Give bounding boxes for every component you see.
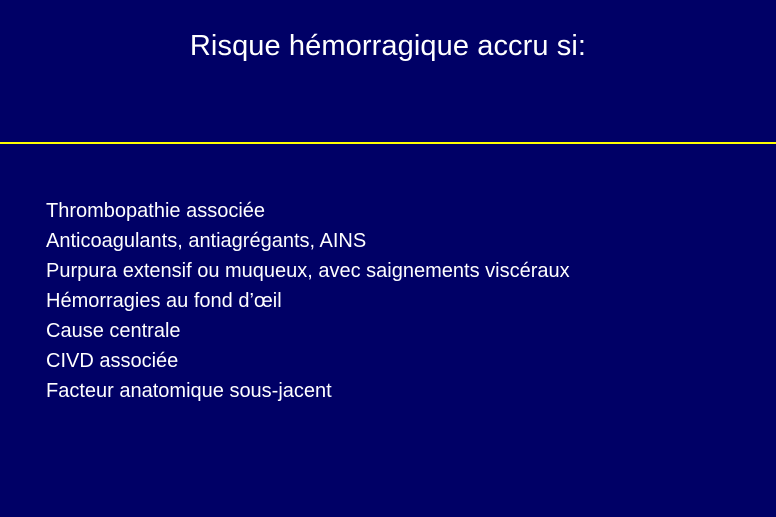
list-item: Anticoagulants, antiagrégants, AINS (46, 230, 367, 252)
bullet-list (46, 196, 570, 406)
title-divider (0, 142, 776, 144)
list-item: CIVD associée (46, 350, 179, 372)
list-item: Hémorragies au fond d’œil (46, 290, 282, 312)
list-item: Cause centrale (46, 320, 181, 342)
list-item: Purpura extensif ou muqueux, avec saignements viscéraux (46, 260, 570, 282)
slide-title: Risque hémorragique accru si: (189, 30, 587, 62)
list-item: Thrombopathie associée (46, 200, 266, 222)
list-item: Facteur anatomique sous-jacent (46, 380, 332, 402)
